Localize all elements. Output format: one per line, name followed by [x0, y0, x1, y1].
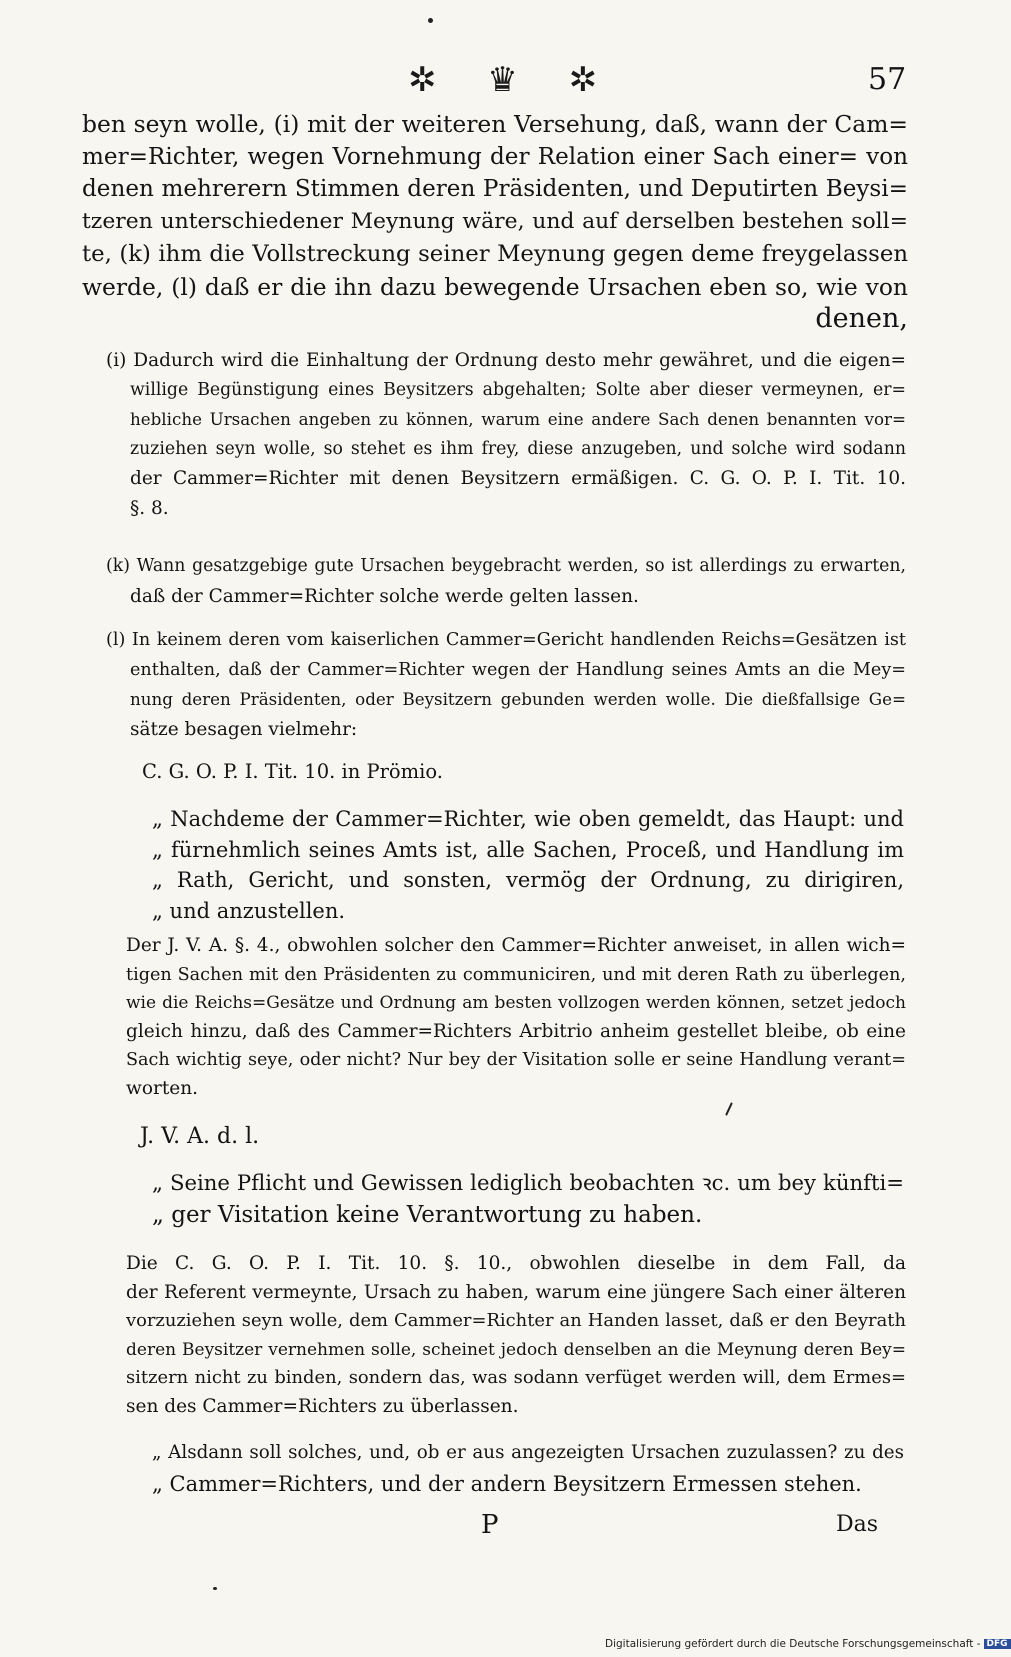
- quotation-block: [152, 804, 904, 926]
- scan-speck: [428, 18, 433, 23]
- paragraph-line: Der J. V. A. §. 4., obwohlen solcher den Cammer=Richter anweiset, in allen wich=: [126, 935, 906, 956]
- text-line: werde, (l) daß er die ihn dazu bewegende Ursachen eben so, wie von: [82, 272, 908, 301]
- paragraph-line: sitzern nicht zu binden, sondern das, was sodann verfüget werden will, dem Ermes=: [126, 1367, 906, 1388]
- paragraph-line: gleich hinzu, daß des Cammer=Richters Arbitrio anheim gestellet bleibe, ob eine: [126, 1020, 906, 1042]
- text-line: mer=Richter, wegen Vornehmung der Relation einer Sach einer= von: [82, 143, 908, 170]
- quote-line: „ Rath, Gericht, und sonsten, vermög der Ordnung, zu dirigiren,: [152, 868, 904, 892]
- digitization-footer: [605, 1638, 1011, 1650]
- quote-line: „ Seine Pflicht und Gewissen lediglich beobachten ꝛc. um bey künfti=: [152, 1170, 904, 1195]
- paragraph-line: worten.: [126, 1077, 198, 1099]
- main-text: [82, 108, 908, 336]
- footnote-line: (k) Wann gesatzgebige gute Ursachen beygebracht werden, so ist allerdings zu erwarten,: [106, 556, 906, 576]
- footnote-line: nung deren Präsidenten, oder Beysitzern gebunden werden wolle. Die dießfallsige Ge=: [130, 689, 906, 709]
- header-ornament: ✲ ♛ ✲: [408, 60, 618, 100]
- citation-reference: J. V. A. d. l.: [140, 1124, 260, 1149]
- footnote-line: willige Begünstigung eines Beysitzers abgehalten; Solte aber dieser vermeynen, er=: [130, 379, 906, 400]
- quote-line: „ Nachdeme der Cammer=Richter, wie oben gemeldt, das Haupt: und: [152, 807, 904, 831]
- signature-mark: P: [481, 1510, 499, 1540]
- footnote-l: [106, 626, 906, 744]
- footnote-line: der Cammer=Richter mit denen Beysitzern ermäßigen. C. G. O. P. I. Tit. 10.: [130, 468, 906, 489]
- quote-line: „ und anzustellen.: [152, 898, 346, 923]
- commentary-paragraph: [126, 1250, 906, 1421]
- quote-line: „ Cammer=Richters, und der andern Beysitzern Ermessen stehen.: [152, 1471, 862, 1496]
- footnote-line: hebliche Ursachen angeben zu können, warum eine andere Sach denen benannten vor=: [130, 409, 906, 429]
- dfg-logo: DFG: [984, 1639, 1011, 1649]
- quotation-block: [152, 1166, 904, 1232]
- paragraph-line: deren Beysitzer vernehmen solle, scheinet jedoch denselben an die Meynung deren Bey=: [126, 1339, 906, 1360]
- commentary-paragraph: [126, 932, 906, 1103]
- scan-speck: [213, 1587, 217, 1590]
- paragraph-line: Sach wichtig seye, oder nicht? Nur bey der Visitation solle er seine Handlung verant=: [126, 1050, 906, 1070]
- footnote-line: zuziehen seyn wolle, so stehet es ihm frey, diese anzugeben, und solche wird sodann: [130, 438, 906, 459]
- citation-reference: C. G. O. P. I. Tit. 10. in Prömio.: [142, 760, 443, 783]
- catchword: Das: [836, 1512, 879, 1537]
- footnote-line: sätze besagen vielmehr:: [130, 718, 358, 740]
- paragraph-line: wie die Reichs=Gesätze und Ordnung am besten vollzogen werden können, setzet jedoch: [126, 993, 906, 1013]
- paragraph-line: vorzuziehen seyn wolle, dem Cammer=Richter an Handen lasset, daß er den Beyrath: [126, 1310, 906, 1331]
- quote-line: „ ger Visitation keine Verantwortung zu haben.: [152, 1202, 703, 1228]
- footer-text: Digitalisierung gefördert durch die Deutsche Forschungsgemeinschaft -: [605, 1638, 981, 1650]
- footnote-k: [106, 552, 906, 611]
- paragraph-line: Die C. G. O. P. I. Tit. 10. §. 10., obwohlen dieselbe in dem Fall, da: [126, 1253, 906, 1274]
- text-line: tzeren unterschiedener Meynung wäre, und auf derselben bestehen soll=: [82, 208, 908, 234]
- paragraph-line: tigen Sachen mit den Präsidenten zu communiciren, und mit deren Rath zu überlegen,: [126, 964, 906, 985]
- footnote-line: enthalten, daß der Cammer=Richter wegen der Handlung seines Amts an die Mey=: [130, 659, 906, 680]
- text-line: ben seyn wolle, (i) mit der weiteren Versehung, daß, wann der Cam=: [82, 110, 908, 138]
- quotation-block: [152, 1438, 904, 1499]
- footnote-line: (i) Dadurch wird die Einhaltung der Ordnung desto mehr gewähret, und die eigen=: [106, 350, 906, 371]
- quote-line: „ fürnehmlich seines Amts ist, alle Sachen, Proceß, und Handlung im: [152, 837, 904, 862]
- footnote-line: §. 8.: [130, 497, 169, 519]
- paragraph-line: der Referent vermeynte, Ursach zu haben, warum eine jüngere Sach einer älteren: [126, 1281, 906, 1303]
- paragraph-line: sen des Cammer=Richters zu überlassen.: [126, 1395, 519, 1417]
- text-line: te, (k) ihm die Vollstreckung seiner Meynung gegen deme freygelassen: [82, 241, 908, 267]
- footnote-i: [106, 346, 906, 523]
- quote-line: „ Alsdann soll solches, und, ob er aus angezeigten Ursachen zuzulassen? zu des: [152, 1442, 904, 1463]
- scan-speck: [725, 1102, 733, 1116]
- page-header: [0, 60, 1000, 100]
- footnote-line: (l) In keinem deren vom kaiserlichen Cammer=Gericht handlenden Reichs=Gesätzen ist: [106, 630, 906, 650]
- text-line: denen,: [815, 303, 908, 334]
- footnote-line: daß der Cammer=Richter solche werde gelten lassen.: [130, 585, 639, 607]
- text-line: denen mehrerern Stimmen deren Präsidenten, und Deputirten Beysi=: [82, 176, 908, 202]
- page-number: 57: [868, 62, 907, 97]
